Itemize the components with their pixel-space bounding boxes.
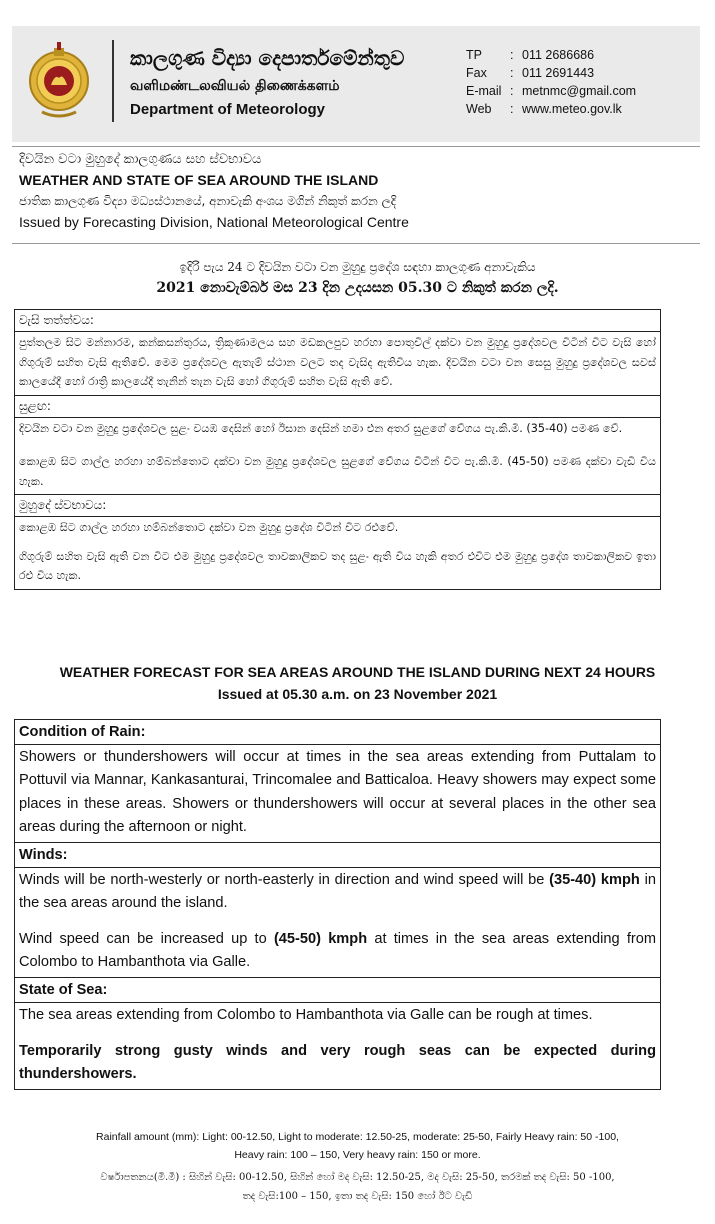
rainfall-legend-si-line-2: තද වැසි:100 – 150, ඉතා තද වැසි: 150 හෝ ඊට වැඩි: [242, 1191, 473, 1202]
winds-text-si-1: දිවයින වටා වන මුහුදු ප්‍රදේශවල සුළං වයඹ දෙසින් හෝ ඊසාන දෙසින් හමා එන අතර සුළගේ වේගය පැ.කි.මී. (35-40) පමණ වේ.: [19, 421, 623, 435]
english-forecast-title: WEATHER FORECAST FOR SEA AREAS AROUND THE ISLAND DURING NEXT 24 HOURS: [59, 664, 656, 680]
wind-speed-max-value: (45-50) kmph: [273, 930, 368, 947]
rainfall-legend-sinhala: [0, 1168, 715, 1206]
winds-text-si-2: කොළඹ සිට ගාල්ල හරහා හම්බන්තොට දක්වා වන මුහුදු ප්‍රදේශවල සුළගේ වේගය විටින් විට පැ.කි.මී. (45-50) පමණ දක්වා වැඩි විය හැක.: [19, 455, 656, 488]
winds-section-title-si: සුළඟ:: [15, 396, 660, 418]
contact-info: [466, 46, 636, 118]
department-name-tamil: வளிமண்டலவியல் திணைக்களம்: [130, 78, 340, 94]
department-name-sinhala: කාලගුණ විද්‍යා දෙපාර්තමේන්තුව: [130, 46, 405, 70]
contact-row-web[interactable]: Web : www.meteo.gov.lk: [466, 102, 622, 116]
rainfall-legend-line-1: Rainfall amount (mm): Light: 00-12.50, Light to moderate: 12.50-25, moderate: 25-50, Fairly Heavy rain: 50 -100,: [96, 1131, 619, 1143]
letterhead: [12, 26, 700, 142]
sinhala-forecast-heading: ඉදිරි පැය 24 ට දිවයින වටා වන මුහුදු ප්‍රදේශ සඳහා කාලගුණ අනාවැකිය: [179, 260, 536, 274]
rainfall-legend-line-2: Heavy rain: 100 – 150, Very heavy rain: 150 or more.: [234, 1149, 481, 1161]
sea-text-si-1: කොළඹ සිට ගාල්ල හරහා හම්බන්තොට දක්වා වන මුහුදු ප්‍රදේශ විටින් විට රළුවේ.: [19, 521, 399, 534]
contact-row-tp: TP : 011 2686686: [466, 48, 595, 62]
contact-row-fax: Fax : 011 2691443: [466, 66, 595, 80]
winds-section-body: [15, 868, 660, 978]
english-forecast-table: [14, 719, 661, 1090]
sri-lanka-emblem-icon: [28, 40, 90, 122]
sea-section-title: State of Sea:: [15, 978, 660, 1003]
issue-block: [19, 150, 699, 233]
sinhala-forecast-table: [14, 309, 661, 590]
sinhala-forecast-issue-date: 2021 නොවැම්බර් මස 23 දින උදයසන 05.30 ට නිකුත් කරන ලදි.: [156, 280, 559, 296]
rain-text-si: පුත්තලම සිට මන්නාරම, කන්කසන්තුරය, ත්‍රිකුණාමලය සහ මඩකලපුව හරහා පොතුවිල් දක්වා වන මුහුදු ප්‍රදේශවල විටින් විට වැසි හෝ ගිගුරුම් සහිත වැසි ඇතිවේ. මෙම ප්‍රදේශවල ඇතැම් ස්ථාන වලට තද වැසිද ඇතිවිය හැක. දිවයින වටා වන සෙසු මුහුදු ප්‍රදේශවල සවස් කාලයේදී හෝ රාත්‍රි කාලයේදී තැනින් තැන වැසි හෝ ගිගුරුම් සහිත වැසි ඇති වේ.: [19, 336, 656, 388]
rainfall-legend-english: [0, 1128, 715, 1164]
contact-row-email[interactable]: E-mail : metnmc@gmail.com: [466, 84, 637, 98]
sea-section-title-si: මුහුදේ ස්වභාවය:: [15, 495, 660, 517]
header-divider: [112, 40, 114, 122]
rain-section-body: [15, 745, 660, 843]
winds-text-1: Winds will be north-westerly or north-easterly in direction and wind speed will be (35-40) kmph in the sea areas around the island.: [19, 872, 656, 912]
title-english: WEATHER AND STATE OF SEA AROUND THE ISLAND: [19, 172, 379, 188]
winds-text-2: Wind speed can be increased up to (45-50) kmph at times in the sea areas extending from Colombo to Hambanthota via Galle.: [19, 930, 657, 971]
department-name-english: Department of Meteorology: [130, 101, 326, 118]
sea-text-2: Temporarily strong gusty winds and very rough seas can be expected during thundershowers.: [19, 1042, 656, 1082]
rain-text: Showers or thundershowers will occur at times in the sea areas extending from Puttalam to Pottuvil via Mannar, Kankasanturai, Trincomalee and Batticaloa. Heavy showers may expect some places in these areas. Showers or thundershowers will occur at several places in the other sea areas during the afternoon or night.: [19, 749, 656, 835]
rain-section-title: Condition of Rain:: [15, 720, 660, 745]
rainfall-legend-si-line-1: වර්ෂාපතනය(මි.මී) : සිහින් වැසි: 00-12.50, සිහින් හෝ මද වැසි: 12.50-25, මද වැසි: 25-50, තරමක් තද වැසි: 50 -100,: [100, 1172, 615, 1183]
issued-by-english: Issued by Forecasting Division, National Meteorological Centre: [19, 214, 409, 230]
sea-text-1: The sea areas extending from Colombo to Hambanthota via Galle can be rough at times.: [19, 1007, 593, 1024]
sea-section-body-si: [15, 517, 660, 589]
sea-text-si-2: ගිගුරුම් සහිත වැසි ඇති වන විට එම මුහුදු ප්‍රදේශවල තාවකාලිකව තද සුළං ඇති විය හැකි අතර එවිට එම මුහුදු ප්‍රදේශ තාවකාලිකව ඉතා රළු විය හැක.: [19, 549, 656, 582]
winds-section-title: Winds:: [15, 843, 660, 868]
rain-section-title-si: වැසි තත්ත්වය:: [15, 310, 660, 332]
winds-section-body-si: [15, 418, 660, 496]
rain-section-body-si: [15, 332, 660, 396]
divider: [12, 243, 700, 244]
divider: [12, 146, 700, 147]
wind-speed-value: (35-40) kmph: [549, 872, 640, 889]
sea-section-body: [15, 1003, 660, 1089]
english-forecast-issue-date: Issued at 05.30 a.m. on 23 November 2021: [217, 686, 498, 702]
issued-by-sinhala: ජාතික කාලගුණ විද්‍යා මධ්‍යස්ථානයේ, අනාවැකි අංශය මගින් නිකුත් කරන ලදි: [19, 194, 397, 208]
title-sinhala: දිවයින වටා මුහුදේ කාලගුණය සහ ස්වභාවය: [19, 152, 262, 167]
